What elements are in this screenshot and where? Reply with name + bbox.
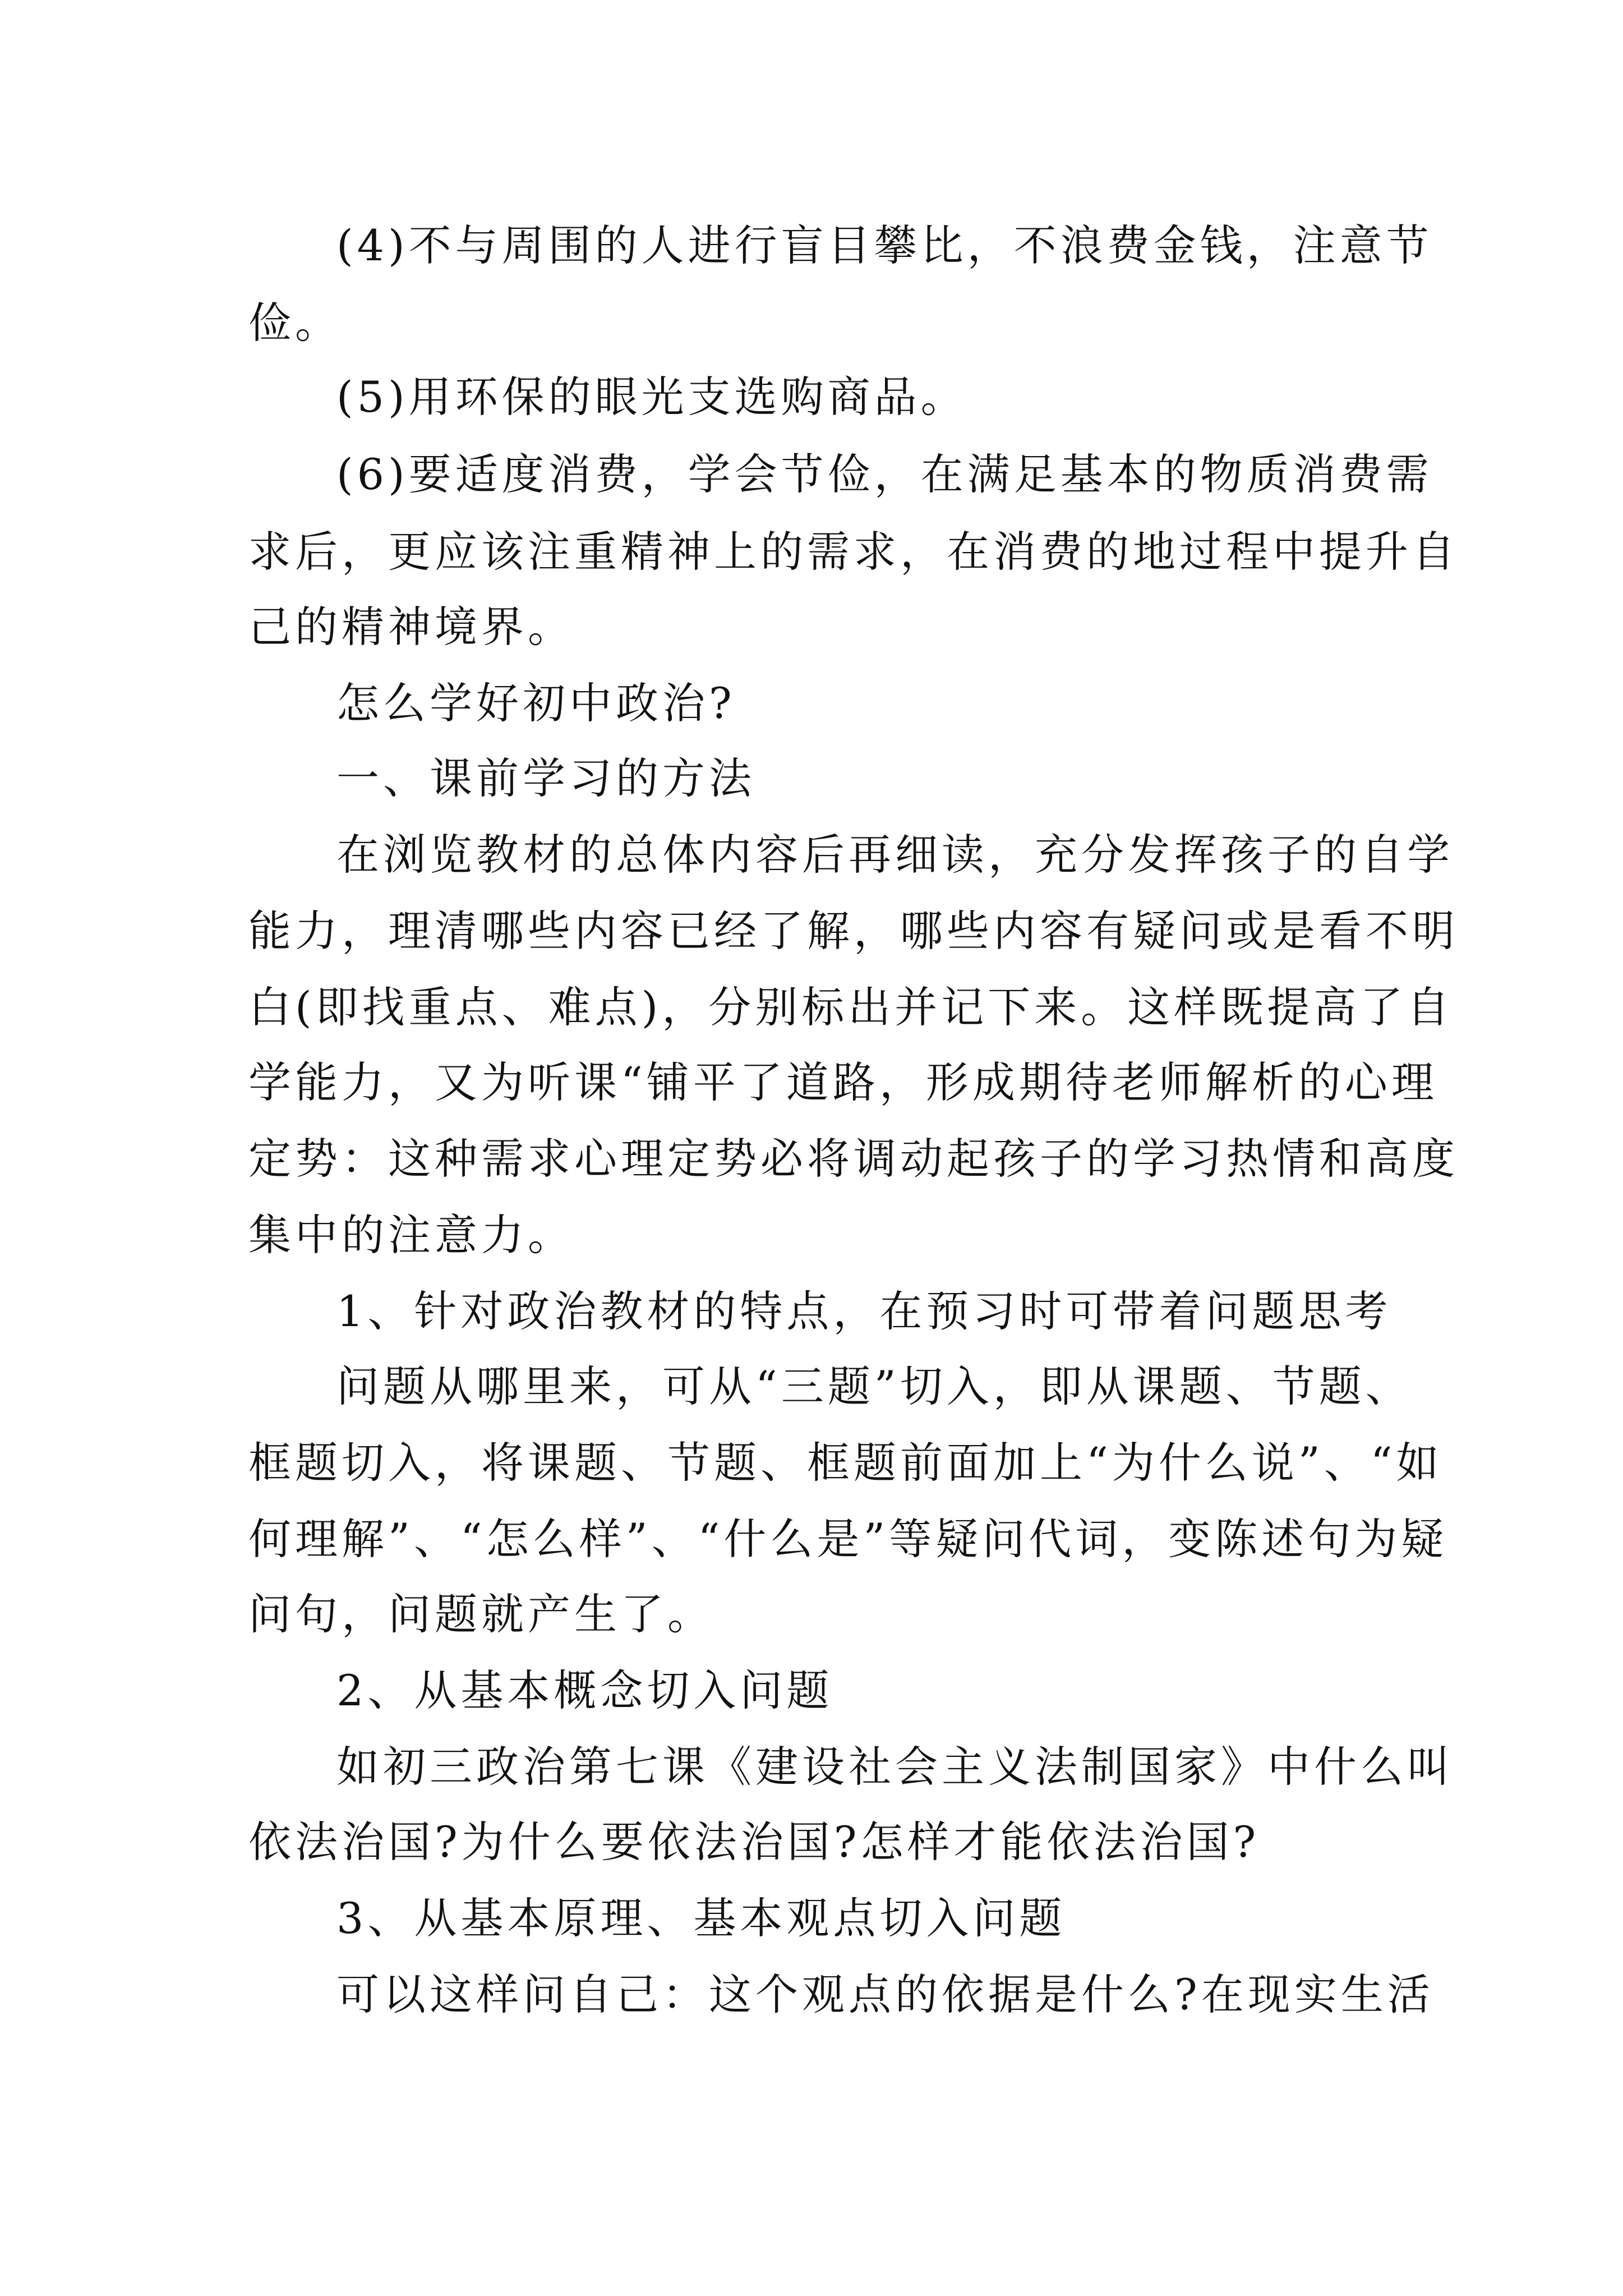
text-line: 怎么学好初中政治? [336, 678, 736, 728]
text-line: 集中的注意力。 [248, 1210, 574, 1260]
text-line: (4)不与周围的人进行盲目攀比，不浪费金钱，注意节 [336, 220, 1433, 270]
text-line: 白(即找重点、难点)，分别标出并记下来。这样既提高了自 [248, 982, 1454, 1032]
text-line: 俭。 [248, 298, 342, 348]
text-line: 3、从基本原理、基本观点切入问题 [336, 1893, 1066, 1943]
text-line: 问题从哪里来，可从“三题”切入，即从课题、节题、 [336, 1361, 1412, 1411]
text-line: 求后，更应该注重精神上的需求，在消费的地过程中提升自 [248, 527, 1459, 577]
text-line: 依法治国?为什么要依法治国?怎样才能依法治国? [248, 1817, 1260, 1867]
text-line: 如初三政治第七课《建设社会主义法制国家》中什么叫 [336, 1742, 1454, 1792]
text-line: 2、从基本概念切入问题 [336, 1665, 833, 1715]
text-line: 何理解”、“怎么样”、“什么是”等疑问代词，变陈述句为疑 [248, 1514, 1448, 1564]
text-line: 能力，理清哪些内容已经了解，哪些内容有疑问或是看不明 [248, 906, 1459, 956]
text-line: 问句，问题就产生了。 [248, 1589, 714, 1639]
text-line: 在浏览教材的总体内容后再细读，充分发挥孩子的自学 [336, 830, 1454, 880]
text-line: 框题切入，将课题、节题、框题前面加上“为什么说”、“如 [248, 1438, 1443, 1488]
text-line: 可以这样问自己：这个观点的依据是什么?在现实生活 [336, 1970, 1434, 2019]
text-line: 一、课前学习的方法 [336, 753, 755, 803]
text-line: 1、针对政治教材的特点，在预习时可带着问题思考 [336, 1286, 1392, 1336]
text-line: 学能力，又为听课“铺平了道路，形成期待老师解析的心理 [248, 1057, 1438, 1107]
text-line: (6)要适度消费，学会节俭，在满足基本的物质消费需 [336, 449, 1433, 499]
text-line: (5)用环保的眼光支选购商品。 [336, 372, 967, 422]
text-line: 己的精神境界。 [248, 602, 574, 652]
text-line: 定势：这种需求心理定势必将调动起孩子的学习热情和高度 [248, 1134, 1459, 1184]
